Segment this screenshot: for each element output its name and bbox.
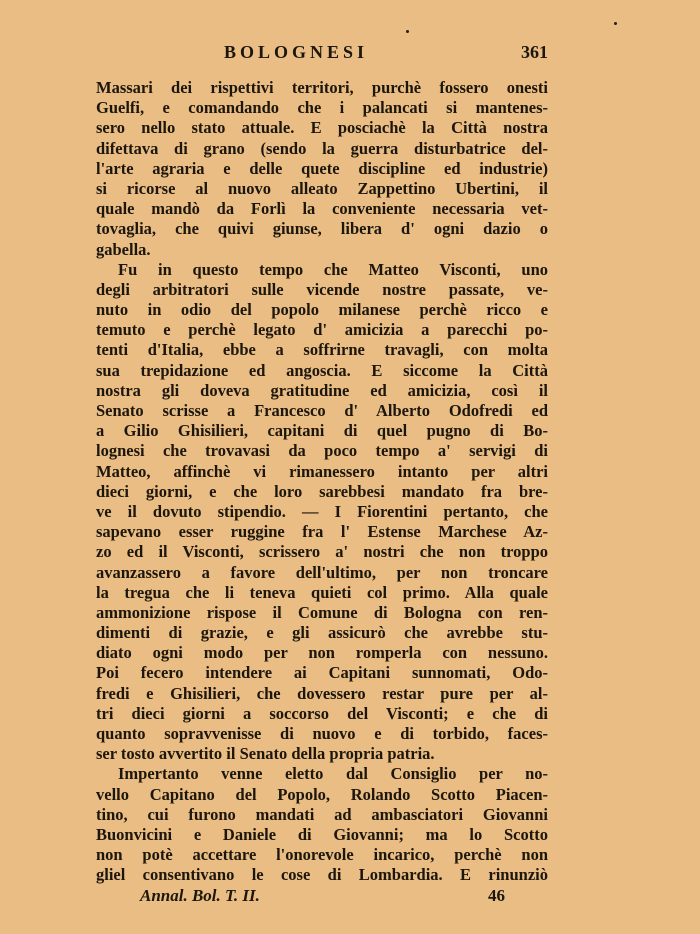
text-line: nostra gli doveva gratitudine ed amicizia, così il xyxy=(96,380,548,400)
text-line: fredi e Ghisilieri, che dovessero restar pure per al- xyxy=(96,683,548,703)
text-line: Poi fecero intendere ai Capitani sunnomati, Odo- xyxy=(96,663,548,683)
text-line: diato ogni modo per non romperla con nessuno. xyxy=(96,643,548,663)
text-line: gliel consentivano le cose di Lombardia. E rinunziò xyxy=(96,865,548,885)
sheet-number: 46 xyxy=(488,886,505,905)
text-line: tovaglia, che quivi giunse, libera d' ogni dazio o xyxy=(96,219,548,239)
ink-speck xyxy=(614,22,617,25)
text-line: tino, cui furono mandati ad ambasciatori Giovanni xyxy=(96,804,548,824)
text-line: vello Capitano del Popolo, Rolando Scotto Piacen- xyxy=(96,784,548,804)
text-line: quanto sopravvenisse di nuovo e di torbido, faces- xyxy=(96,724,548,743)
text-line: sero nello stato attuale. E posciachè la Città nostra xyxy=(96,118,548,138)
text-line: si ricorse al nuovo alleato Zappettino Ubertini, il xyxy=(96,178,548,198)
page-footer xyxy=(96,886,548,908)
text-line: Impertanto venne eletto dal Consiglio per no- xyxy=(118,764,548,784)
signature-mark: Annal. Bol. T. II. xyxy=(140,886,260,905)
text-line: nuto in odio del popolo milanese perchè ricco e xyxy=(96,300,548,320)
text-line: Buonvicini e Daniele di Giovanni; ma lo Scotto xyxy=(96,824,548,844)
ink-speck xyxy=(406,30,409,33)
text-line: ser tosto avvertito il Senato della propria patria. xyxy=(96,744,435,764)
text-line: Senato scrisse a Francesco d' Alberto Odofredi ed xyxy=(96,401,548,420)
text-line: avanzassero a favore dell'ultimo, per non troncare xyxy=(96,562,548,582)
text-line: sua trepidazione ed angoscia. E siccome la Città xyxy=(96,360,548,380)
text-line: Guelfi, e comandando che i palancati si mantenes- xyxy=(96,98,548,118)
page-number: 361 xyxy=(521,42,548,62)
text-line: la tregua che li teneva quieti col primo. Alla quale xyxy=(96,582,548,602)
text-line: Massari dei rispettivi territori, purchè fossero onesti xyxy=(96,78,548,97)
text-line: a Gilio Ghisilieri, capitani di quel pugno di Bo- xyxy=(96,421,548,441)
body-text xyxy=(96,78,548,886)
text-line: tri dieci giorni a soccorso del Visconti; e che di xyxy=(96,703,548,723)
text-line: quale mandò da Forlì la conveniente necessaria vet- xyxy=(96,199,548,219)
text-line: l'arte agraria e delle quete discipline ed industrie) xyxy=(96,158,548,178)
text-line: gabella. xyxy=(96,239,151,259)
text-line: difettava di grano (sendo la guerra disturbatrice del- xyxy=(96,138,548,158)
text-line: sapevano esser ruggine fra l' Estense Marchese Az- xyxy=(96,522,548,542)
text-line: ve il dovuto stipendio. — I Fiorentini pertanto, che xyxy=(96,501,548,521)
running-title: BOLOGNESI xyxy=(224,42,369,62)
text-line: dieci giorni, e che loro sarebbesi mandato fra bre- xyxy=(96,481,548,501)
text-line: degli arbitratori sulle vicende nostre passate, ve- xyxy=(96,279,548,299)
text-line: tenti d'Italia, ebbe a soffrirne travagli, con molta xyxy=(96,340,548,360)
page-header xyxy=(96,42,548,66)
text-line: lognesi che trovavasi da poco tempo a' servigi di xyxy=(96,441,548,461)
text-line: temuto e perchè legato d' amicizia a parecchi po- xyxy=(96,320,548,340)
text-line: ammonizione rispose il Comune di Bologna con ren- xyxy=(96,602,548,622)
text-line: non potè accettare l'onorevole incarico, perchè non xyxy=(96,845,548,865)
text-line: Matteo, affinchè vi rimanessero intanto per altri xyxy=(96,461,548,481)
text-line: dimenti di grazie, e gli assicurò che avrebbe stu- xyxy=(96,623,548,643)
text-line: Fu in questo tempo che Matteo Visconti, uno xyxy=(118,259,548,279)
text-line: zo ed il Visconti, scrissero a' nostri che non troppo xyxy=(96,542,548,562)
